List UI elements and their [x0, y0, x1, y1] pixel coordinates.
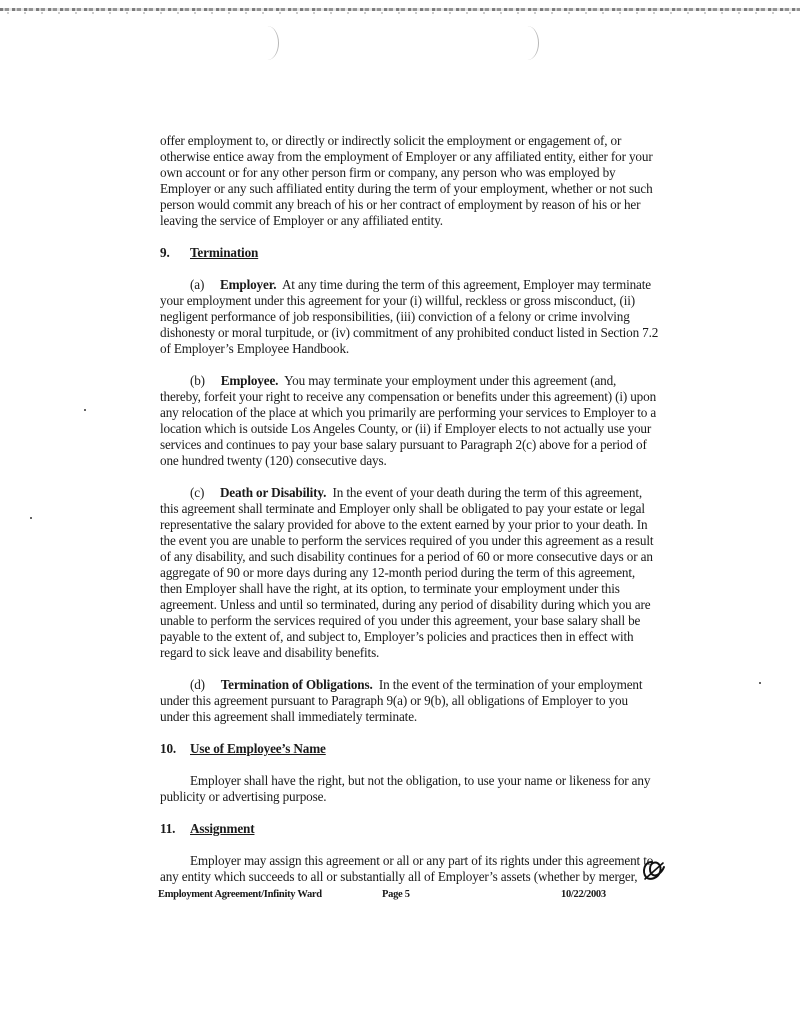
subsection-label: (a) — [190, 277, 205, 292]
intro-paragraph: offer employment to, or directly or indirectly solicit the employment or engagement of, or otherwise entice away from the employment of Employer or any affiliated entity, either for your own account or for any other person firm or company, any person who was employed by Employer or any such affiliated entity during the term of your employment, whether or not such person would commit any breach of his or her contract of employment by reason of his or her leaving the service of Employer or any affiliated entity. — [160, 133, 653, 228]
scan-edge-artifact — [0, 8, 800, 11]
subsection-label: (c) — [190, 485, 205, 500]
section-9-number: 9. — [160, 245, 170, 260]
subsection-lead: Termination of Obligations. — [220, 677, 373, 692]
section-11-number: 11. — [160, 821, 176, 836]
footer-document-title: Employment Agreement/Infinity Ward — [158, 889, 322, 900]
section-10-text: Employer shall have the right, but not the obligation, to use your name or likeness for any publicity or advertising purpose. — [160, 773, 651, 804]
subsection-lead: Employer. — [219, 277, 277, 292]
subsection-9d — [160, 677, 660, 725]
scan-edge-artifact — [0, 12, 800, 14]
footer-date: 10/22/2003 — [561, 889, 606, 900]
subsection-label: (b) — [190, 373, 205, 388]
subsection-text: In the event of your death during the term of this agreement, this agreement shall terminate and Employer only shall be obligated to pay your estate or legal representative the salary provided for above to the extent earned by your prior to your death. In the event you are unable to perform the services required of you under this agreement as a result of any disability, and such disability continues for a period of 60 or more consecutive days or an aggregate of 90 or more days during any 12-month period during the term of this agreement, then Employer shall have the right, at its option, to terminate your employment under this agreement. Unless and until so terminated, during any period of disability during which you are unable to perform the services required of you under this agreement, your base salary shall be payable to the extent of, and subject to, Employer’s policies and practices then in effect with regard to sick leave and disability benefits. — [160, 485, 654, 660]
section-9-title: Termination — [190, 245, 259, 260]
subsection-label: (d) — [190, 677, 205, 692]
punch-hole-mark — [516, 26, 539, 60]
subsection-text: In the event of the termination of your employment under this agreement pursuant to Paragraph 9(a) or 9(b), all obligations of Employer to you under this agreement shall immediately terminate. — [160, 677, 643, 724]
scan-speck — [84, 409, 86, 411]
section-11-text: Employer may assign this agreement or all or any part of its rights under this agreement to any entity which succeeds to all or substantially all of Employer’s assets (whether by merger, — [160, 853, 654, 884]
punch-hole-mark — [256, 26, 279, 60]
subsection-lead: Death or Disability. — [219, 485, 327, 500]
scan-speck — [30, 517, 32, 519]
subsection-9c — [160, 485, 660, 661]
subsection-text: You may terminate your employment under this agreement (and, thereby, forfeit your right to receive any compensation or benefits under this agreement) (i) upon any relocation of the place at which you primarily are performing your services to Employer to a location which is outside Los Angeles County, or (ii) if Employer elects to not actually use your services and continues to pay your base salary pursuant to Paragraph 2(c) above for a period of one hundred twenty (120) consecutive days. — [160, 373, 657, 468]
subsection-lead: Employee. — [220, 373, 279, 388]
handwritten-initials — [640, 858, 666, 882]
section-9-heading — [160, 245, 660, 261]
subsection-9b — [160, 373, 660, 469]
subsection-text: At any time during the term of this agreement, Employer may terminate your employment under this agreement for your (i) willful, reckless or gross misconduct, (ii) negligent performance of job responsibilities, (iii) conviction of a felony or crime involving dishonesty or moral turpitude, or (iv) commitment of any prohibited conduct listed in Section 7.2 of Employer’s Employee Handbook. — [160, 277, 659, 356]
scan-speck — [759, 682, 761, 684]
section-11-heading — [160, 821, 660, 837]
section-10-number: 10. — [160, 741, 177, 756]
document-body — [160, 133, 660, 901]
section-10-title: Use of Employee’s Name — [190, 741, 326, 756]
section-11-title: Assignment — [190, 821, 255, 836]
section-10-heading — [160, 741, 660, 757]
footer-page-number: Page 5 — [382, 889, 410, 900]
subsection-9a — [160, 277, 660, 357]
